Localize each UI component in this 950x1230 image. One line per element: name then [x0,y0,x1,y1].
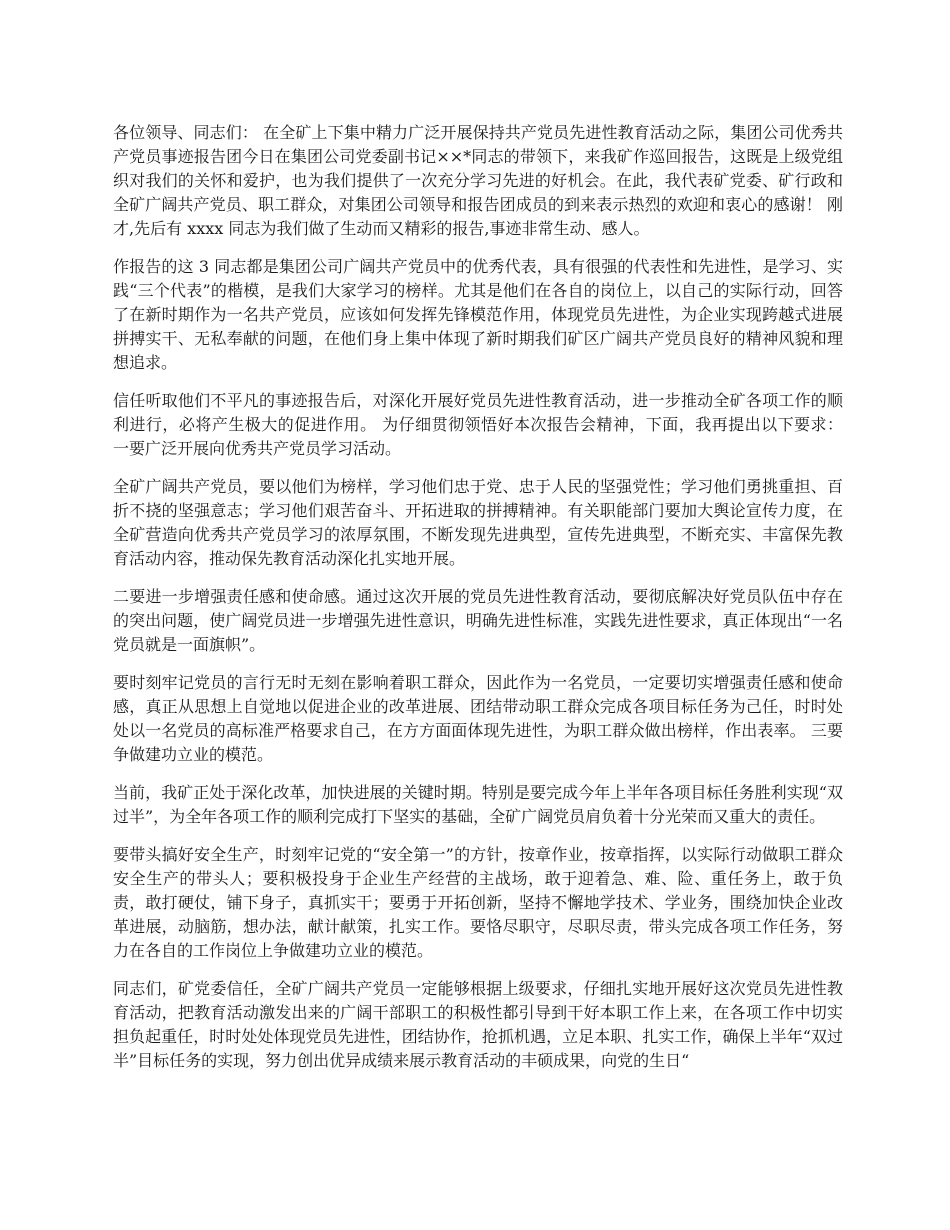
paragraph: 当前，我矿正处于深化改革，加快进展的关键时期。特别是要完成今年上半年各项目标任务胜利实现“双过半”，为全年各项工作的顺利完成打下坚实的基础，全矿广阔党员肩负着十分光荣而又重大的责任。 [113,783,843,826]
paragraph: 作报告的这 3 同志都是集团公司广阔共产党员中的优秀代表，具有很强的代表性和先进性，是学习、实践“三个代表”的楷模，是我们大家学习的榜样。尤其是他们在各自的岗位上，以自己的实际行动，回答了在新时期作为一名共产党员，应该如何发挥先锋模范作用，体现党员先进性，为企业实现跨越式进展拼搏实干、无私奉献的问题，在他们身上集中体现了新时期我们矿区广阔共产党员良好的精神风貌和理想追求。 [113,257,843,372]
paragraph: 同志们，矿党委信任，全矿广阔共产党员一定能够根据上级要求，仔细扎实地开展好这次党员先进性教育活动，把教育活动激发出来的广阔干部职工的积极性都引导到干好本职工作上来，在各项工作中切实担负起重任，时时处处体现党员先进性，团结协作，抢抓机遇，立足本职、扎实工作，确保上半年“双过半”目标任务的实现，努力创出优异成绩来展示教育活动的丰硕成果，向党的生日“ [113,979,843,1070]
paragraph: 全矿广阔共产党员，要以他们为榜样，学习他们忠于党、忠于人民的坚强党性；学习他们勇挑重担、百折不挠的坚强意志；学习他们艰苦奋斗、开拓进取的拼搏精神。有关职能部门要加大舆论宣传力度，在全矿营造向优秀共产党员学习的浓厚氛围，不断发现先进典型，宣传先进典型，不断充实、丰富保先教育活动内容，推动保先教育活动深化扎实地开展。 [113,477,843,568]
paragraph: 要时刻牢记党员的言行无时无刻在影响着职工群众，因此作为一名党员，一定要切实增强责任感和使命感，真正从思想上自觉地以促进企业的改革进展、团结带动职工群众完成各项目标任务为己任，时时处处以一名党员的高标准严格要求自己，在方方面面体现先进性，为职工群众做出榜样，作出表率。 三要争做建功立业的模范。 [113,673,843,764]
paragraph: 各位领导、同志们： 在全矿上下集中精力广泛开展保持共产党员先进性教育活动之际，集团公司优秀共产党员事迹报告团今日在集团公司党委副书记××*同志的带领下，来我矿作巡回报告，这既是上级党组织对我们的关怀和爱护，也为我们提供了一次充分学习先进的好机会。在此，我代表矿党委、矿行政和全矿广阔共产党员、职工群众，对集团公司领导和报告团成员的到来表示热烈的欢迎和衷心的感谢！ 刚才,先后有 xxxx 同志为我们做了生动而又精彩的报告,事迹非常生动、感人。 [113,123,843,238]
paragraph: 二要进一步增强责任感和使命感。通过这次开展的党员先进性教育活动，要彻底解决好党员队伍中存在的突出问题，使广阔党员进一步增强先进性意识，明确先进性标准，实践先进性要求，真正体现出“一名党员就是一面旗帜”。 [113,587,843,654]
paragraph: 要带头搞好安全生产，时刻牢记党的“安全第一”的方针，按章作业，按章指挥，以实际行动做职工群众安全生产的带头人；要积极投身于企业生产经营的主战场，敢于迎着急、难、险、重任务上，敢于负责，敢打硬仗，铺下身子，真抓实干；要勇于开拓创新，坚持不懈地学技术、学业务，围绕加快企业改革进展，动脑筋，想办法，献计献策，扎实工作。要恪尽职守，尽职尽责，带头完成各项工作任务，努力在各自的工作岗位上争做建功立业的模范。 [113,845,843,960]
document-body [113,121,843,1087]
paragraph: 信任听取他们不平凡的事迹报告后，对深化开展好党员先进性教育活动，进一步推动全矿各项工作的顺利进行，必将产生极大的促进作用。 为仔细贯彻领悟好本次报告会精神，下面，我再提出以下要求： 一要广泛开展向优秀共产党员学习活动。 [113,391,843,458]
